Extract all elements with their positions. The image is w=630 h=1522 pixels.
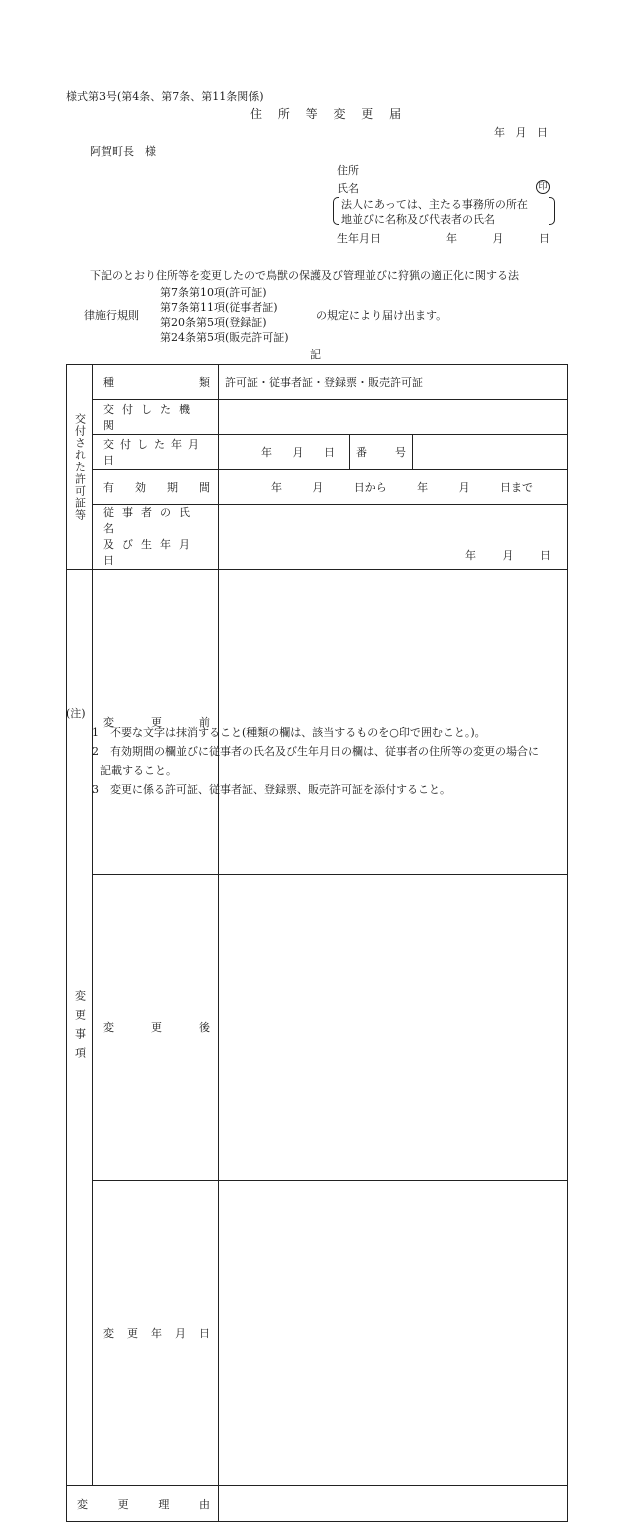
before-char-1: 変 (103, 714, 114, 730)
name-label: 氏名 (337, 180, 359, 196)
note-2-cont: 記載すること。 (100, 762, 177, 778)
after-char-2: 更 (151, 1019, 162, 1035)
validity-from-month: 月 (312, 479, 323, 495)
type-options[interactable]: 許可証・従事者証・登録票・販売許可証 (225, 376, 423, 389)
addressee: 阿賀町長 様 (90, 143, 156, 159)
notes-heading: (注) (66, 705, 86, 721)
worker-label-1: 従事者の氏名 (103, 505, 210, 537)
seal-mark: 印 (536, 180, 550, 194)
notification-table (66, 364, 568, 1522)
note-3: 3 変更に係る許可証、従事者証、登録票、販売許可証を添付すること。 (92, 781, 451, 797)
year-unit: 年 (494, 124, 505, 140)
address-label: 住所 (337, 162, 359, 178)
validity-to-month: 月 (459, 479, 470, 495)
number-input[interactable] (413, 435, 568, 470)
cdate-char-3 (151, 1325, 162, 1341)
worker-label-cell (93, 505, 219, 570)
type-label-cell (93, 365, 219, 400)
validity-label-cell (93, 470, 219, 505)
reason-char-4 (199, 1496, 210, 1512)
validity-char-4: 間 (199, 479, 210, 495)
reason-char-1 (77, 1496, 88, 1512)
form-title: 住 所 等 変 更 届 (250, 105, 407, 122)
cdate-char-5 (199, 1325, 210, 1341)
change-date-input[interactable] (219, 1180, 568, 1485)
after-char-3: 後 (199, 1019, 210, 1035)
ki-heading: 記 (310, 346, 321, 362)
month-unit: 月 (516, 124, 527, 140)
issue-date-label-cell (93, 435, 219, 470)
provision-2: 第7条第11項(従事者証) (160, 299, 278, 315)
reason-input[interactable] (219, 1486, 568, 1522)
dob-units (446, 230, 550, 246)
group-change-items-label: 変更事項 (72, 570, 88, 1485)
corporate-note-line1: 法人にあっては、主たる事務所の所在 (341, 196, 528, 212)
dob-day-unit: 日 (539, 230, 550, 246)
issuer-label-cell (93, 400, 219, 435)
type-label-2: 類 (199, 374, 210, 390)
day-unit: 日 (537, 124, 548, 140)
issue-month-unit: 月 (293, 444, 304, 460)
dob-label: 生年月日 (337, 230, 381, 246)
corporate-note-line2: 地並びに名称及び代表者の氏名 (341, 211, 495, 227)
worker-month-unit: 月 (503, 547, 514, 563)
note-1: 1 不要な文字は抹消すること(種類の欄は、該当するものを○印で囲むこと。)。 (92, 724, 486, 740)
validity-char-2: 効 (135, 479, 146, 495)
form-number: 様式第3号(第4条、第7条、第11条関係) (66, 88, 264, 104)
group-issued-permits (67, 365, 93, 570)
group-issued-permits-label: 交付された許可証等 (72, 372, 88, 562)
before-input[interactable] (219, 570, 568, 875)
number-label-cell (350, 435, 413, 470)
rule-label: 律施行規則 (84, 307, 139, 323)
validity-char-1: 有 (103, 479, 114, 495)
reason-label-cell (67, 1486, 219, 1522)
before-label-cell (93, 570, 219, 875)
validity-from-day: 日から (354, 479, 387, 495)
after-char-1: 変 (103, 1019, 114, 1035)
validity-to-day: 日まで (500, 479, 533, 495)
validity-input[interactable] (219, 470, 568, 505)
cdate-char-2 (127, 1325, 138, 1341)
validity-to-year: 年 (417, 479, 428, 495)
issuer-input[interactable] (219, 400, 568, 435)
number-label-1: 番 (356, 444, 367, 460)
type-value-cell[interactable] (219, 365, 568, 400)
validity-from-year: 年 (271, 479, 282, 495)
right-bracket (549, 197, 555, 225)
after-label-cell (93, 875, 219, 1180)
issue-year-unit: 年 (261, 444, 272, 460)
cdate-char-1 (103, 1325, 114, 1341)
issue-date-input[interactable] (219, 435, 350, 470)
reason-char-2 (118, 1496, 129, 1512)
provision-4: 第24条第5項(販売許可証) (160, 329, 289, 345)
issuer-label: 交付した機関 (103, 403, 198, 432)
number-label-2: 号 (395, 444, 406, 460)
before-char-2: 更 (151, 714, 162, 730)
after-input[interactable] (219, 875, 568, 1180)
worker-input[interactable] (219, 505, 568, 570)
body-line1: 下記のとおり住所等を変更したので鳥獣の保護及び管理並びに狩猟の適正化に関する法 (90, 267, 519, 283)
cdate-char-4 (175, 1325, 186, 1341)
reason-char-3 (158, 1496, 169, 1512)
issue-day-unit: 日 (324, 444, 335, 460)
provision-3: 第20条第5項(登録証) (160, 314, 267, 330)
validity-char-3: 期 (167, 479, 178, 495)
issue-date-label: 交付した年月日 (103, 438, 205, 467)
before-char-3: 前 (199, 714, 210, 730)
dob-month-unit: 月 (493, 230, 504, 246)
worker-year-unit: 年 (465, 547, 476, 563)
left-bracket (333, 197, 339, 225)
type-label-1: 種 (103, 374, 114, 390)
submission-suffix: の規定により届け出ます。 (316, 307, 447, 323)
change-date-label-cell (93, 1180, 219, 1485)
worker-label-2: 及び生年月日 (103, 537, 210, 569)
provision-1: 第7条第10項(許可証) (160, 284, 267, 300)
submission-date (494, 124, 548, 140)
worker-day-unit: 日 (540, 547, 551, 563)
note-2: 2 有効期間の欄並びに従事者の氏名及び生年月日の欄は、従事者の住所等の変更の場合に (92, 743, 539, 759)
dob-year-unit: 年 (446, 230, 457, 246)
